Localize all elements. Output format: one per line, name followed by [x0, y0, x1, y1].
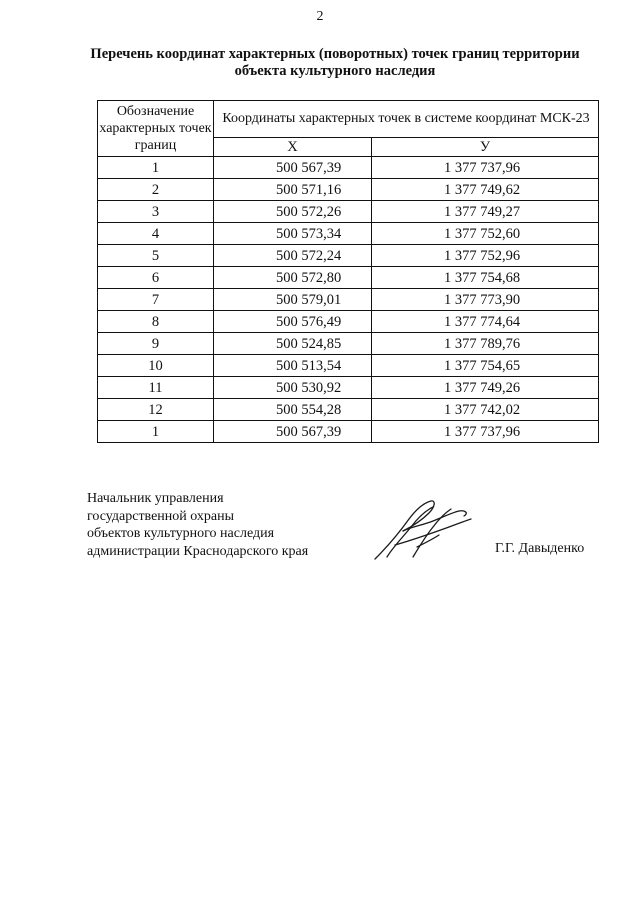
y-coordinate-cell: 1 377 754,68	[372, 267, 599, 289]
page-number: 2	[316, 9, 324, 24]
x-coordinate-cell: 500 573,34	[214, 223, 372, 245]
table-row	[98, 201, 599, 223]
y-coordinate-cell: 1 377 737,96	[372, 157, 599, 179]
handwritten-signature	[373, 497, 473, 563]
table-row	[98, 355, 599, 377]
coordinates-table	[97, 100, 599, 443]
point-label-header: Обозначение характерных точек границ	[98, 101, 214, 157]
point-number-cell: 8	[98, 311, 214, 333]
signer-position-line: государственной охраны	[87, 508, 235, 524]
x-column-header: X	[214, 138, 372, 157]
point-number-cell: 6	[98, 267, 214, 289]
point-number-cell: 9	[98, 333, 214, 355]
point-number-cell: 1	[98, 157, 214, 179]
point-number-cell: 5	[98, 245, 214, 267]
signer-position-line: объектов культурного наследия	[87, 526, 275, 541]
table-row	[98, 421, 599, 443]
table-row	[98, 333, 599, 355]
document-title	[80, 46, 590, 80]
y-coordinate-cell: 1 377 737,96	[372, 421, 599, 443]
x-coordinate-cell: 500 567,39	[214, 157, 372, 179]
y-column-header: У	[372, 138, 599, 157]
x-coordinate-cell: 500 513,54	[214, 355, 372, 377]
document-title-line-2: объекта культурного наследия	[234, 63, 436, 79]
coordinates-table-body	[98, 157, 599, 443]
table-row	[98, 267, 599, 289]
y-coordinate-cell: 1 377 749,26	[372, 377, 599, 399]
y-coordinate-cell: 1 377 754,65	[372, 355, 599, 377]
point-number-cell: 4	[98, 223, 214, 245]
table-row	[98, 179, 599, 201]
signer-name: Г.Г. Давыденко	[495, 541, 585, 556]
y-coordinate-cell: 1 377 752,60	[372, 223, 599, 245]
x-coordinate-cell: 500 579,01	[214, 289, 372, 311]
point-number-cell: 12	[98, 399, 214, 421]
y-coordinate-cell: 1 377 774,64	[372, 311, 599, 333]
x-coordinate-cell: 500 530,92	[214, 377, 372, 399]
x-coordinate-cell: 500 571,16	[214, 179, 372, 201]
document-title-line-1: Перечень координат характерных (поворотных) точек границ территории	[90, 46, 580, 62]
x-coordinate-cell: 500 576,49	[214, 311, 372, 333]
coordinates-group-header: Координаты характерных точек в системе координат МСК-23	[214, 101, 599, 138]
x-coordinate-cell: 500 554,28	[214, 399, 372, 421]
signer-position-line: администрации Краснодарского края	[87, 543, 309, 559]
point-number-cell: 11	[98, 377, 214, 399]
y-coordinate-cell: 1 377 742,02	[372, 399, 599, 421]
x-coordinate-cell: 500 572,24	[214, 245, 372, 267]
point-number-cell: 10	[98, 355, 214, 377]
table-row	[98, 245, 599, 267]
point-number-cell: 3	[98, 201, 214, 223]
x-coordinate-cell: 500 572,26	[214, 201, 372, 223]
y-coordinate-cell: 1 377 773,90	[372, 289, 599, 311]
table-row	[98, 399, 599, 421]
point-number-cell: 1	[98, 421, 214, 443]
table-row	[98, 311, 599, 333]
signer-position-line: Начальник управления	[87, 491, 224, 506]
x-coordinate-cell: 500 524,85	[214, 333, 372, 355]
table-row	[98, 157, 599, 179]
table-row	[98, 289, 599, 311]
point-number-cell: 2	[98, 179, 214, 201]
table-row	[98, 377, 599, 399]
table-row	[98, 223, 599, 245]
signer-position	[87, 490, 308, 560]
y-coordinate-cell: 1 377 752,96	[372, 245, 599, 267]
x-coordinate-cell: 500 572,80	[214, 267, 372, 289]
y-coordinate-cell: 1 377 749,62	[372, 179, 599, 201]
y-coordinate-cell: 1 377 749,27	[372, 201, 599, 223]
y-coordinate-cell: 1 377 789,76	[372, 333, 599, 355]
x-coordinate-cell: 500 567,39	[214, 421, 372, 443]
point-number-cell: 7	[98, 289, 214, 311]
